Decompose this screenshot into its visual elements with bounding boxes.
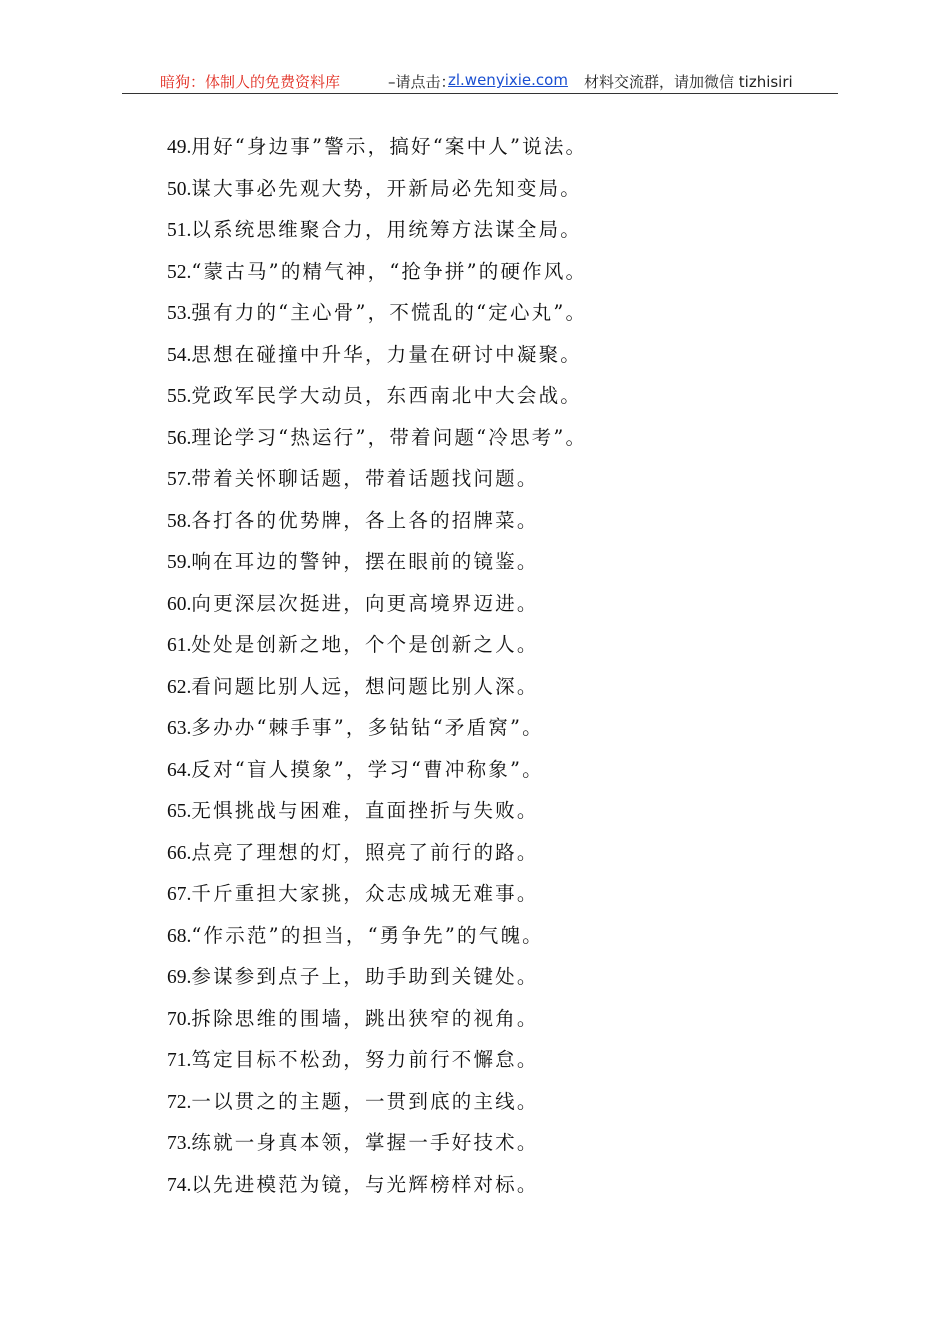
line-text: 党政军民学大动员，东西南北中大会战。	[191, 384, 582, 407]
line-number: 54.	[167, 344, 192, 366]
line-text: 思想在碰撞中升华，力量在研讨中凝聚。	[191, 342, 582, 366]
line-number: 63.	[167, 718, 192, 739]
slogan-line	[167, 624, 847, 666]
line-number: 60.	[167, 593, 192, 615]
line-text: 处处是创新之地，个个是创新之人。	[191, 633, 539, 656]
line-text: 千斤重担大家挑，众志成城无难事。	[191, 882, 539, 905]
line-number: 69.	[167, 967, 192, 988]
line-number: 67.	[167, 884, 192, 905]
line-number: 56.	[167, 427, 192, 449]
line-number: 55.	[167, 386, 192, 407]
line-number: 61.	[167, 635, 192, 656]
header-cta: –请点击：	[388, 73, 456, 91]
header-wechat-note: 材料交流群，请加微信 tizhisiri	[584, 73, 793, 91]
header-divider	[122, 93, 838, 94]
line-number: 65.	[167, 801, 192, 822]
slogan-line	[167, 873, 847, 915]
line-number: 49.	[167, 137, 192, 158]
line-text: 笃定目标不松劲，努力前行不懈怠。	[191, 1048, 539, 1071]
slogan-line	[167, 832, 847, 874]
line-text: 拆除思维的围墙，跳出狭窄的视角。	[191, 1006, 539, 1030]
line-text: “作示范”的担当，“勇争先”的气魄。	[191, 923, 544, 947]
slogan-line	[167, 209, 847, 251]
line-text: 看问题比别人远，想问题比别人深。	[191, 674, 539, 698]
line-text: 各打各的优势牌，各上各的招牌菜。	[191, 508, 539, 532]
slogan-line	[167, 1164, 847, 1206]
line-text: “蒙古马”的精气神，“抢争拼”的硬作风。	[191, 259, 588, 283]
slogan-line	[167, 998, 847, 1040]
line-number: 51.	[167, 220, 192, 241]
line-number: 64.	[167, 759, 192, 781]
slogan-line	[167, 417, 847, 459]
line-text: 以先进模范为镜，与光辉榜样对标。	[191, 1172, 539, 1196]
slogan-line	[167, 915, 847, 957]
line-number: 66.	[167, 842, 192, 864]
slogan-list	[167, 126, 847, 1205]
line-number: 52.	[167, 261, 192, 283]
line-number: 73.	[167, 1133, 192, 1154]
slogan-line	[167, 583, 847, 625]
line-number: 71.	[167, 1050, 192, 1071]
slogan-line	[167, 168, 847, 210]
line-text: 谋大事必先观大势，开新局必先知变局。	[191, 176, 582, 200]
line-text: 无惧挑战与困难，直面挫折与失败。	[191, 799, 539, 822]
slogan-line	[167, 1122, 847, 1164]
slogan-line	[167, 292, 847, 334]
line-number: 57.	[167, 469, 192, 490]
line-text: 练就一身真本领，掌握一手好技术。	[191, 1131, 539, 1154]
slogan-line	[167, 790, 847, 832]
page-header	[0, 68, 950, 94]
slogan-line	[167, 251, 847, 293]
slogan-line	[167, 334, 847, 376]
line-text: 反对“盲人摸象”，学习“曹冲称象”。	[191, 757, 544, 781]
slogan-line	[167, 1081, 847, 1123]
line-text: 理论学习“热运行”，带着问题“冷思考”。	[191, 425, 588, 449]
header-link[interactable]: zl.wenyixie.com	[448, 71, 568, 89]
line-text: 响在耳边的警钟，摆在眼前的镜鉴。	[191, 550, 539, 573]
line-text: 点亮了理想的灯，照亮了前行的路。	[191, 840, 539, 864]
line-number: 50.	[167, 178, 192, 200]
slogan-line	[167, 541, 847, 583]
line-number: 62.	[167, 676, 192, 698]
slogan-line	[167, 707, 847, 749]
line-number: 74.	[167, 1174, 192, 1196]
line-number: 72.	[167, 1091, 192, 1113]
line-number: 53.	[167, 303, 192, 324]
slogan-line	[167, 956, 847, 998]
slogan-line	[167, 666, 847, 708]
slogan-line	[167, 375, 847, 417]
line-number: 59.	[167, 552, 192, 573]
header-brand: 暗狗：体制人的免费资料库	[160, 73, 341, 91]
slogan-line	[167, 500, 847, 542]
slogan-line	[167, 749, 847, 791]
line-text: 一以贯之的主题，一贯到底的主线。	[191, 1089, 539, 1113]
slogan-line	[167, 458, 847, 500]
line-text: 强有力的“主心骨”，不慌乱的“定心丸”。	[191, 301, 588, 324]
line-number: 58.	[167, 510, 192, 532]
line-text: 参谋参到点子上，助手助到关键处。	[191, 965, 539, 988]
line-text: 多办办“棘手事”，多钻钻“矛盾窝”。	[191, 716, 544, 739]
line-number: 68.	[167, 925, 192, 947]
line-text: 向更深层次挺进，向更高境界迈进。	[191, 591, 539, 615]
slogan-line	[167, 1039, 847, 1081]
slogan-line	[167, 126, 847, 168]
line-text: 带着关怀聊话题，带着话题找问题。	[191, 467, 539, 490]
line-text: 用好“身边事”警示，搞好“案中人”说法。	[191, 135, 588, 158]
line-number: 70.	[167, 1008, 192, 1030]
line-text: 以系统思维聚合力，用统筹方法谋全局。	[191, 218, 582, 241]
